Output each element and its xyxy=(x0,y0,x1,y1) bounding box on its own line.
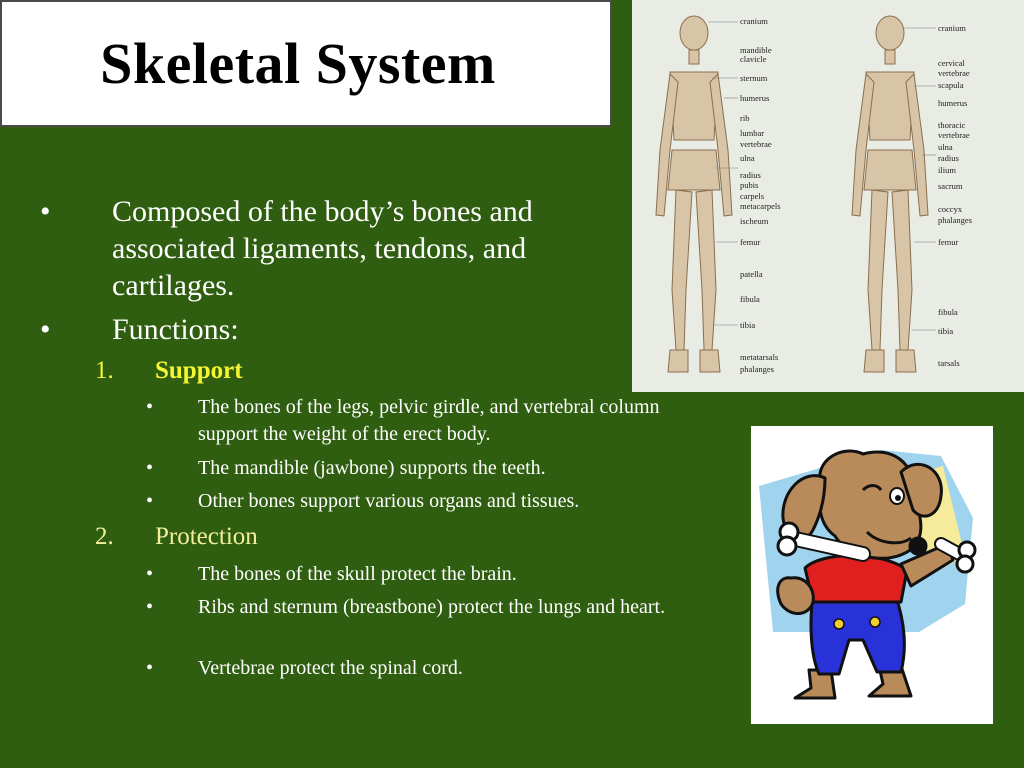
label-patella: patella xyxy=(740,269,763,279)
bullet-dot: • xyxy=(40,195,51,228)
label-metacarpels: metacarpels xyxy=(740,201,781,211)
function-label: Support xyxy=(155,357,243,384)
bullet-text: Composed of the body’s bones and associated ligaments, tendons, and cartilages. xyxy=(112,195,533,302)
label-humerus: humerus xyxy=(938,98,968,108)
sub-bullet-text: The bones of the legs, pelvic girdle, and vertebral column support the weight of the erect body. xyxy=(198,396,660,445)
sub-bullet-text: Other bones support various organs and tissues. xyxy=(198,490,580,512)
label-clavicle: clavicle xyxy=(740,54,767,64)
sub-bullet-dot: • xyxy=(146,490,154,512)
function-label: Protection xyxy=(155,523,258,550)
label-ulna: ulna xyxy=(740,153,755,163)
label-sternum: sternum xyxy=(740,73,768,83)
label-carpels: carpels xyxy=(740,191,765,201)
dog-clipart-image xyxy=(751,426,993,724)
label-ischeum: ischeum xyxy=(740,216,769,226)
sub-bullet-dot: • xyxy=(146,563,154,585)
function-number: 1. xyxy=(95,357,114,384)
label-rib: rib xyxy=(740,113,750,123)
front-skeleton xyxy=(656,16,732,372)
skeleton-diagram-image xyxy=(632,0,1024,392)
back-skeleton-labels xyxy=(938,23,972,368)
label-ilium: ilium xyxy=(938,165,956,175)
label-tibia: tibia xyxy=(740,320,756,330)
label-tarsals: tarsals xyxy=(938,358,960,368)
label-cranium: cranium xyxy=(938,23,966,33)
label-coccyx: coccyx xyxy=(938,204,963,214)
label-vertebrae: vertebrae xyxy=(938,68,970,78)
label-metatarsals: metatarsals xyxy=(740,352,779,362)
sub-bullet-dot: • xyxy=(146,457,154,479)
label-pubis: pubis xyxy=(740,180,759,190)
label-thoracic: thoracic xyxy=(938,120,966,130)
label-vertebrae: vertebrae xyxy=(740,139,772,149)
label-femur: femur xyxy=(740,237,761,247)
label-radius: radius xyxy=(938,153,959,163)
back-skeleton xyxy=(852,16,928,372)
sub-bullet-text: Ribs and sternum (breastbone) protect the lungs and heart. xyxy=(198,596,666,618)
sub-bullet-text: The mandible (jawbone) supports the teeth. xyxy=(198,457,546,479)
label-lumbar: lumbar xyxy=(740,128,765,138)
slide-title: Skeletal System xyxy=(100,31,496,96)
bullet-text: Functions: xyxy=(112,313,239,346)
label-radius: radius xyxy=(740,170,761,180)
label-ulna: ulna xyxy=(938,142,953,152)
sub-bullet-dot: • xyxy=(146,596,154,618)
function-number: 2. xyxy=(95,523,114,550)
sub-bullet-dot: • xyxy=(146,657,154,679)
front-skeleton-labels xyxy=(740,16,781,374)
label-sacrum: sacrum xyxy=(938,181,963,191)
skeleton-illustration xyxy=(632,0,1024,392)
label-mandible: mandible xyxy=(740,45,772,55)
label-phalanges: phalanges xyxy=(740,364,774,374)
dog-with-bone-illustration xyxy=(751,426,993,724)
sub-bullet-dot: • xyxy=(146,396,154,418)
label-cranium: cranium xyxy=(740,16,768,26)
sub-bullet-text: The bones of the skull protect the brain. xyxy=(198,563,517,585)
label-humerus: humerus xyxy=(740,93,770,103)
sub-bullet-text: Vertebrae protect the spinal cord. xyxy=(198,657,463,679)
label-vertebrae: vertebrae xyxy=(938,130,970,140)
title-box xyxy=(0,0,612,127)
label-scapula: scapula xyxy=(938,80,964,90)
bullet-dot: • xyxy=(40,313,51,346)
label-tibia: tibia xyxy=(938,326,954,336)
label-fibula: fibula xyxy=(740,294,760,304)
label-fibula: fibula xyxy=(938,307,958,317)
label-phalanges: phalanges xyxy=(938,215,972,225)
label-femur: femur xyxy=(938,237,959,247)
label-cervical: cervical xyxy=(938,58,965,68)
